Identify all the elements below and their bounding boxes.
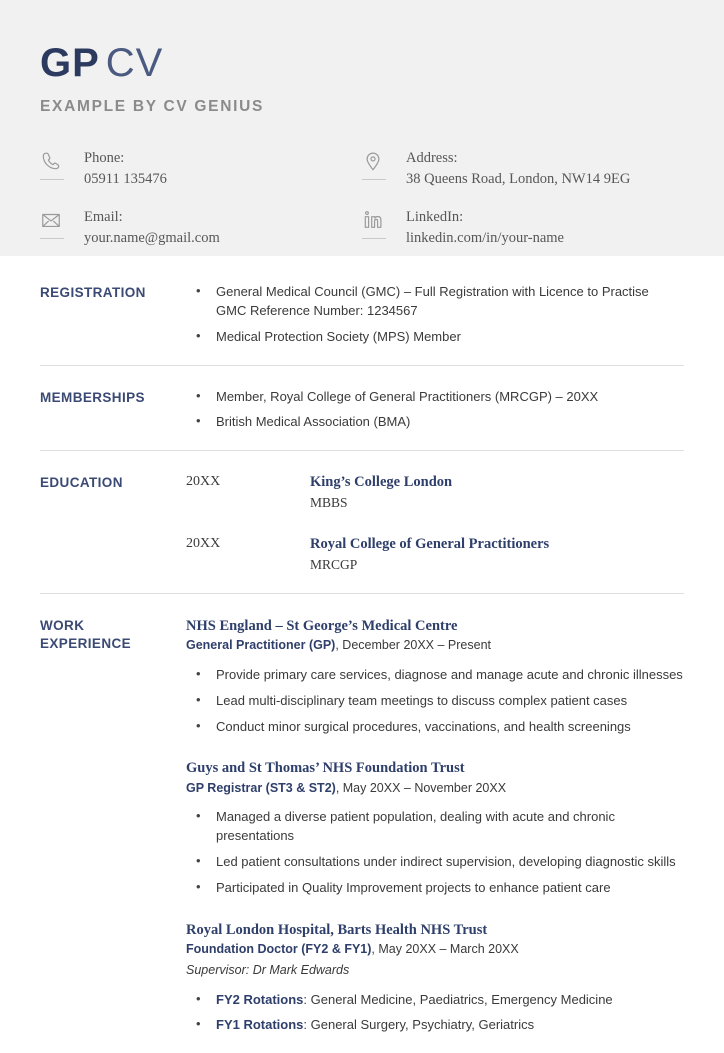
job-company: Royal London Hospital, Barts Health NHS Trust <box>186 921 488 938</box>
linkedin-icon-wrap <box>362 207 406 239</box>
bullet-strong: FY2 Rotations <box>216 991 304 1007</box>
contact-value: linkedin.com/in/your-name <box>406 229 564 246</box>
job-title: General Practitioner (GP) <box>186 638 336 653</box>
section-content-memberships <box>186 388 684 433</box>
bullet-text: General Medical Council (GMC) – Full Registration with Licence to Practise <box>216 284 649 299</box>
section-memberships <box>40 365 684 451</box>
job-bullets <box>186 808 684 897</box>
section-content-education <box>186 473 684 575</box>
section-label-education: EDUCATION <box>40 475 123 491</box>
bullet-text: British Medical Association (BMA) <box>216 414 411 430</box>
contact-label: Phone: <box>84 150 125 166</box>
memberships-list <box>186 388 684 433</box>
job-title: GP Registrar (ST3 & ST2) <box>186 780 336 795</box>
education-degree: MRCGP <box>310 556 358 572</box>
section-label-work-experience <box>40 616 186 1035</box>
job-company: NHS England – St George’s Medical Centre <box>186 617 458 634</box>
work-label-line2: EXPERIENCE <box>40 635 132 651</box>
contact-item-email[interactable] <box>40 207 362 248</box>
education-date: 20XX <box>186 474 221 490</box>
bullet-text: Member, Royal College of General Practitioners (MRCGP) – 20XX <box>216 388 599 404</box>
bullet-strong: FY1 Rotations <box>216 1017 304 1033</box>
contact-value: your.name@gmail.com <box>84 229 220 246</box>
list-item <box>186 991 684 1010</box>
job-entry <box>186 920 684 1035</box>
icon-underline <box>362 179 386 180</box>
linkedin-icon <box>362 209 384 231</box>
education-entry <box>186 473 684 513</box>
page-title <box>40 42 684 84</box>
bullet-text: Led patient consultations under indirect supervision, developing diagnostic skills <box>216 854 676 870</box>
bullet-text: Participated in Quality Improvement projects to enhance patient care <box>216 880 611 895</box>
list-item <box>186 388 684 407</box>
section-label-registration: REGISTRATION <box>40 285 146 300</box>
job-entry <box>186 758 684 897</box>
list-item <box>186 666 684 685</box>
job-meta <box>186 779 684 798</box>
work-label-line1: WORK <box>40 617 85 633</box>
section-registration <box>40 256 684 365</box>
education-degree: MBBS <box>310 494 348 510</box>
phone-icon-wrap <box>40 148 84 180</box>
section-work-experience <box>40 593 684 1053</box>
contact-label: LinkedIn: <box>406 209 464 226</box>
section-content-registration <box>186 283 684 347</box>
cv-header <box>0 0 724 256</box>
job-dates: , May 20XX – November 20XX <box>335 780 507 795</box>
job-company: Guys and St Thomas’ NHS Foundation Trust <box>186 760 465 777</box>
location-icon-wrap <box>362 148 406 180</box>
contact-label: Address: <box>406 150 458 166</box>
bullet-text: Lead multi-disciplinary team meetings to discuss complex patient cases <box>216 692 628 708</box>
job-bullets <box>186 991 684 1036</box>
bullet-text: Conduct minor surgical procedures, vaccinations, and health screenings <box>216 718 631 734</box>
job-meta <box>186 636 684 655</box>
education-school: Royal College of General Practitioners <box>310 536 550 553</box>
list-item <box>186 413 684 432</box>
contact-column-right <box>362 148 684 266</box>
bullet-text: : General Medicine, Paediatrics, Emergency Medicine <box>303 991 613 1007</box>
job-entry <box>186 616 684 737</box>
list-item <box>186 853 684 872</box>
job-bullets <box>186 666 684 737</box>
list-item <box>186 283 684 321</box>
email-icon <box>40 209 62 231</box>
icon-underline <box>40 238 64 239</box>
phone-icon <box>40 150 62 172</box>
icon-underline <box>362 238 386 239</box>
title-secondary: CV <box>105 41 164 85</box>
list-item <box>186 879 684 898</box>
contact-value: 38 Queens Road, London, NW14 9EG <box>406 170 631 187</box>
bullet-text: Provide primary care services, diagnose and manage acute and chronic illnesses <box>216 666 683 682</box>
contact-text <box>406 207 564 248</box>
bullet-subtext: GMC Reference Number: 1234567 <box>216 302 418 318</box>
title-primary: GP <box>40 41 100 85</box>
bullet-text: Medical Protection Society (MPS) Member <box>216 328 461 344</box>
contact-text <box>84 207 220 248</box>
list-item <box>186 1016 684 1035</box>
section-education <box>40 450 684 593</box>
contact-text <box>84 148 167 189</box>
icon-underline <box>40 179 64 180</box>
list-item <box>186 718 684 737</box>
education-school: King’s College London <box>310 474 453 491</box>
job-supervisor: Supervisor: Dr Mark Edwards <box>186 962 350 977</box>
list-item <box>186 808 684 846</box>
contact-label: Email: <box>84 209 123 226</box>
contact-item-linkedin[interactable] <box>362 207 684 248</box>
location-icon <box>362 150 384 172</box>
list-item <box>186 692 684 711</box>
education-date: 20XX <box>186 536 221 552</box>
section-label-memberships: MEMBERSHIPS <box>40 389 145 405</box>
contact-value: 05911 135476 <box>84 170 167 187</box>
education-info <box>310 535 684 575</box>
education-info <box>310 473 684 513</box>
bullet-text: : General Surgery, Psychiatry, Geriatrics <box>303 1017 535 1033</box>
education-entry <box>186 535 684 575</box>
cv-body <box>0 256 724 1053</box>
job-dates: , May 20XX – March 20XX <box>371 942 519 957</box>
bullet-text: Managed a diverse patient population, dealing with acute and chronic presentations <box>216 809 615 844</box>
email-icon-wrap <box>40 207 84 239</box>
contact-text <box>406 148 630 189</box>
contact-item-phone[interactable] <box>40 148 362 189</box>
section-content-work-experience <box>186 616 684 1035</box>
registration-list <box>186 283 684 347</box>
list-item <box>186 328 684 347</box>
job-meta <box>186 940 684 959</box>
contact-column-left <box>40 148 362 266</box>
subtitle: EXAMPLE BY CV GENIUS <box>40 98 265 115</box>
job-dates: , December 20XX – Present <box>335 638 491 653</box>
contact-item-address[interactable] <box>362 148 684 189</box>
job-title: Foundation Doctor (FY2 & FY1) <box>186 942 372 957</box>
contact-grid <box>40 148 684 266</box>
